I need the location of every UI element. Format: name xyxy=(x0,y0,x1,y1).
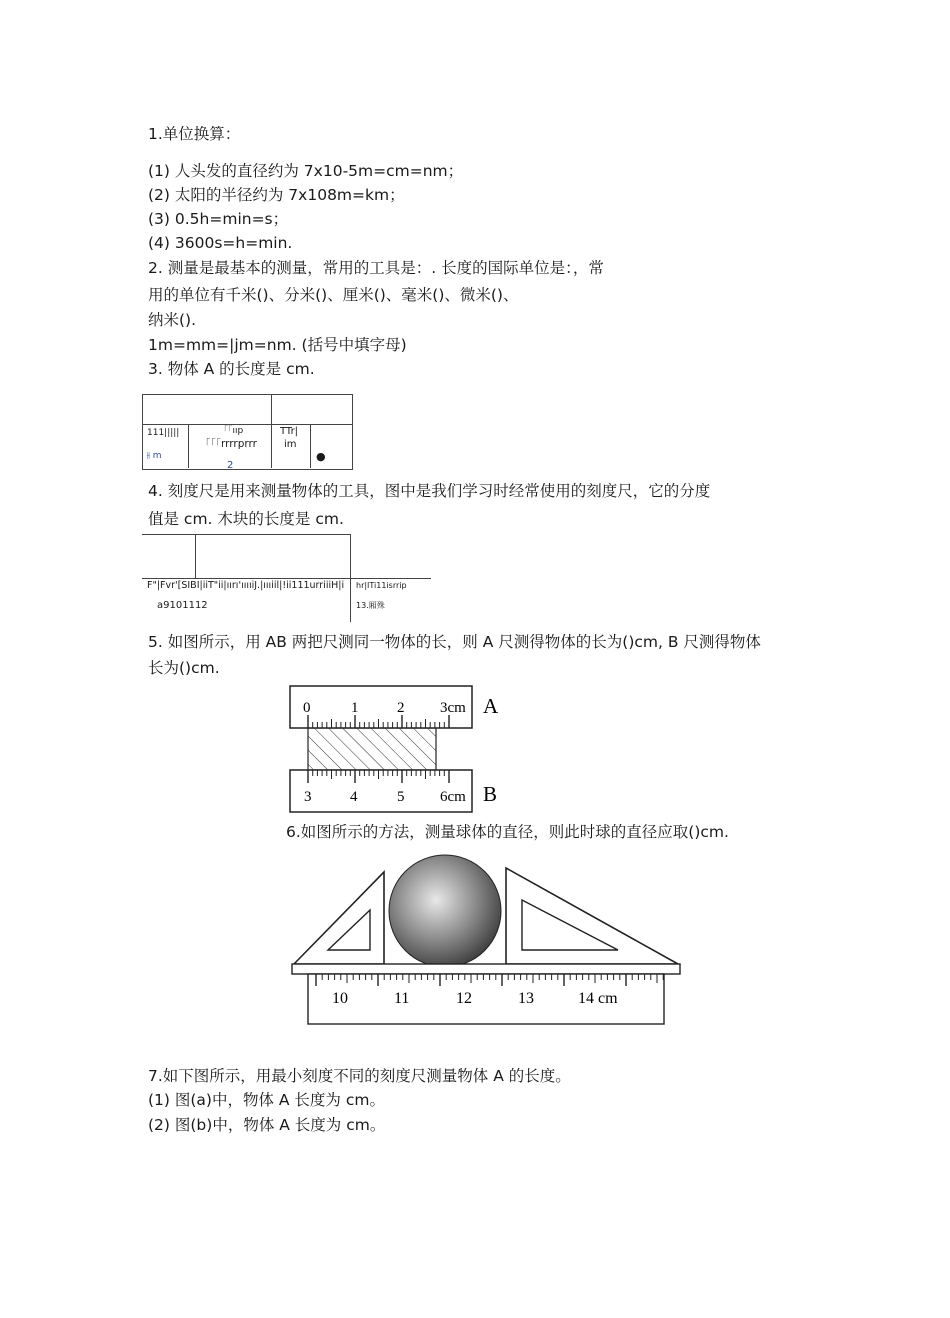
q3-fig-cell-2c: 2 xyxy=(227,460,234,471)
ruler-b-tick-5: 5 xyxy=(397,789,405,805)
ruler-a-tick-2: 2 xyxy=(397,700,405,716)
q3-fig-cell-2a: 「「ııp xyxy=(219,426,244,436)
q4-fig-ruler: F"|Fvr'[SIBI|iiT"ii|ıırı'ııııiJ.|ıııiil|!ii111urriiiH|i xyxy=(147,580,345,591)
q4-line-2: 值是 cm. 木块的长度是 cm. xyxy=(148,510,344,528)
ruler-a-label: A xyxy=(483,694,499,718)
ruler-b-tick-4: 4 xyxy=(350,789,358,805)
q5-ruler-figure xyxy=(280,680,520,820)
q5-line-1: 5. 如图所示，用 AB 两把尺测同一物体的长，则 A 尺测得物体的长为()cm, B 尺测得物体 xyxy=(148,633,761,651)
bottom-ruler xyxy=(292,964,680,1024)
q3-fig-cell-1b: ⫲ m xyxy=(147,451,162,461)
q4-fig-right-1: hr|ITi11isrrip xyxy=(356,581,407,590)
q1-item-1: (1) 人头发的直径约为 7x10-5m=cm=nm； xyxy=(148,162,464,180)
q7-item-1: (1) 图(a)中，物体 A 长度为 cm。 xyxy=(148,1091,385,1109)
q6-text: 6.如图所示的方法，测量球体的直径，则此时球的直径应取()cm. xyxy=(286,823,729,841)
q7-title: 7.如下图所示，用最小刻度不同的刻度尺测量物体 A 的长度。 xyxy=(148,1067,571,1085)
ball-ruler-tick-14: 14 cm xyxy=(578,990,618,1007)
ball-ruler-tick-13: 13 xyxy=(518,990,534,1007)
ruler-b-tick-3: 3 xyxy=(304,789,312,805)
q3-fig-dot: ● xyxy=(316,450,326,463)
ruler-a-tick-1: 1 xyxy=(351,700,359,716)
ruler-a-tick-0: 0 xyxy=(303,700,311,716)
ruler-a-tick-3: 3cm xyxy=(440,700,466,716)
q3-fig-cell-3a: TTr| xyxy=(280,426,299,437)
q1-item-2: (2) 太阳的半径约为 7x108m=km； xyxy=(148,186,405,204)
q5-line-2: 长为()cm. xyxy=(148,659,220,677)
q3-text: 3. 物体 A 的长度是 cm. xyxy=(148,360,315,378)
ruler-b xyxy=(290,770,472,812)
ruler-a xyxy=(290,686,472,728)
ball-ruler-tick-11: 11 xyxy=(394,990,410,1007)
ball xyxy=(389,855,501,967)
measured-object xyxy=(308,728,436,770)
ball-ruler-tick-12: 12 xyxy=(456,990,472,1007)
ball-ruler-tick-10: 10 xyxy=(332,990,348,1007)
ruler-b-tick-6: 6cm xyxy=(440,789,466,805)
ruler-b-label: B xyxy=(483,782,498,806)
q2-line-1: 2. 测量是最基本的测量，常用的工具是：. 长度的国际单位是：，常 xyxy=(148,259,604,277)
q4-fig-right-2: 13.厢殊 xyxy=(356,601,385,610)
q4-fig-numbers: a9101112 xyxy=(157,600,208,611)
q1-item-4: (4) 3600s=h=min. xyxy=(148,234,293,252)
q6-ball-figure xyxy=(288,848,684,1030)
q7-item-2: (2) 图(b)中，物体 A 长度为 cm。 xyxy=(148,1116,386,1134)
q3-fig-cell-1: 111||||| xyxy=(147,428,180,438)
left-set-square xyxy=(294,872,384,964)
q3-fig-cell-3b: im xyxy=(284,439,297,450)
q3-fig-cell-2b: 「「「rrrrprrr xyxy=(200,438,257,450)
right-set-square xyxy=(506,868,678,964)
q2-line-2: 用的单位有千米()、分米()、厘米()、毫米()、微米()、 xyxy=(148,286,519,304)
q1-title: 1.单位换算： xyxy=(148,125,241,143)
q4-line-1: 4. 刻度尺是用来测量物体的工具，图中是我们学习时经常使用的刻度尺，它的分度 xyxy=(148,482,711,500)
q1-item-3: (3) 0.5h=min=s； xyxy=(148,210,289,228)
q2-line-4: 1m=mm=|jm=nm. (括号中填字母) xyxy=(148,336,407,354)
q2-line-3: 纳米(). xyxy=(148,311,197,329)
